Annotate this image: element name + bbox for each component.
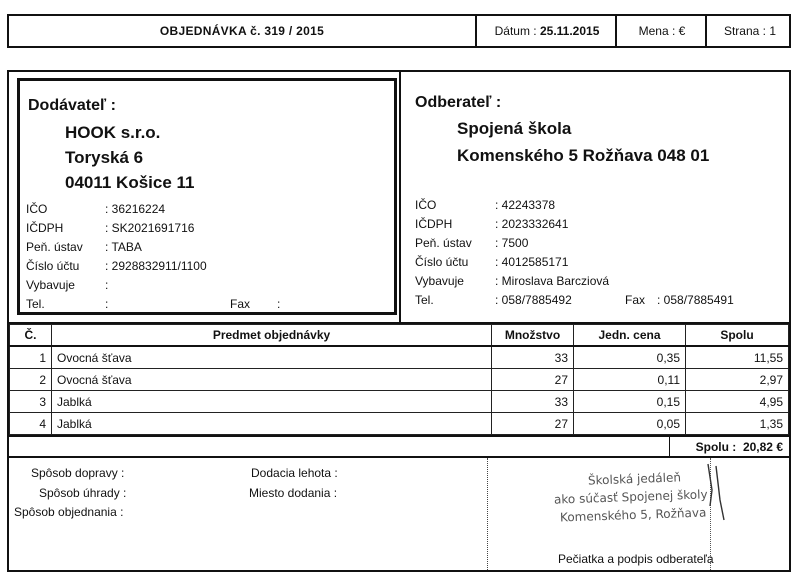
row-qty: 27	[492, 413, 574, 435]
row-price: 0,35	[574, 346, 686, 369]
transport-label: Spôsob dopravy :	[31, 466, 125, 480]
signature-mark	[702, 460, 732, 530]
col-price-header: Jedn. cena	[574, 325, 686, 347]
row-item: Jablká	[52, 391, 492, 413]
supplier-city: 04011 Košice 11	[65, 173, 195, 192]
row-qty: 33	[492, 391, 574, 413]
table-row	[10, 391, 789, 413]
page-label: Strana :	[723, 24, 766, 38]
signature-caption: Pečiatka a podpis odberateľa	[558, 552, 714, 566]
order-header	[7, 14, 791, 48]
total-label: Spolu :	[695, 439, 737, 454]
stamp-line: Komenského 5, Rožňava	[559, 505, 707, 525]
currency-cell	[615, 16, 707, 46]
customer-box	[401, 72, 791, 322]
customer-fax-label: Fax	[625, 293, 646, 307]
items-header-row	[10, 325, 789, 347]
row-qty: 33	[492, 346, 574, 369]
customer-ico-value: : 42243378	[495, 198, 556, 212]
date-cell	[475, 16, 617, 46]
customer-tel-value: : 058/7885492	[495, 293, 572, 307]
customer-address: Komenského 5 Rožňava 048 01	[457, 146, 710, 165]
supplier-fax-value: :	[277, 297, 281, 311]
customer-tel-label: Tel.	[415, 293, 434, 307]
supplier-ico-value: : 36216224	[105, 202, 166, 216]
total-value: 20,82 €	[742, 439, 783, 454]
row-total: 11,55	[686, 346, 789, 369]
date-label: Dátum :	[494, 24, 537, 38]
row-price: 0,15	[574, 391, 686, 413]
customer-account-label: Číslo účtu	[415, 255, 469, 269]
items-table-wrap	[7, 324, 791, 436]
supplier-fax-label: Fax	[230, 297, 251, 311]
row-total: 1,35	[686, 413, 789, 435]
customer-handler-label: Vybavuje	[415, 274, 464, 288]
supplier-heading: Dodávateľ :	[28, 97, 116, 114]
items-table	[9, 324, 789, 435]
customer-account-value: : 4012585171	[495, 255, 569, 269]
supplier-account-value: : 2928832911/1100	[105, 259, 207, 273]
row-number: 2	[10, 369, 52, 391]
supplier-icdph-label: IČDPH	[26, 221, 64, 235]
table-row	[10, 413, 789, 435]
row-number: 1	[10, 346, 52, 369]
total-box	[669, 437, 789, 456]
col-total-header: Spolu	[686, 325, 789, 347]
page-value: 1	[769, 24, 777, 38]
supplier-handler-label: Vybavuje	[26, 278, 75, 292]
customer-icdph-label: IČDPH	[415, 217, 453, 231]
customer-ico-label: IČO	[415, 198, 437, 212]
col-number-header: Č.	[10, 325, 52, 347]
row-price: 0,05	[574, 413, 686, 435]
row-item: Ovocná šťava	[52, 346, 492, 369]
date-value: 25.11.2015	[539, 24, 600, 38]
order-title: OBJEDNÁVKA č. 319 / 2015	[159, 24, 325, 38]
table-row	[10, 346, 789, 369]
payment-label: Spôsob úhrady :	[39, 486, 127, 500]
currency-label: Mena :	[638, 24, 676, 38]
delivery-place-label: Miesto dodania :	[249, 486, 338, 500]
supplier-tel-value: :	[105, 297, 109, 311]
row-number: 4	[10, 413, 52, 435]
stamp-area	[487, 458, 793, 570]
currency-value: €	[678, 24, 686, 38]
row-item: Jablká	[52, 413, 492, 435]
delivery-section	[7, 458, 791, 572]
table-row	[10, 369, 789, 391]
col-qty-header: Množstvo	[492, 325, 574, 347]
row-qty: 27	[492, 369, 574, 391]
supplier-box	[17, 78, 397, 315]
row-price: 0,11	[574, 369, 686, 391]
supplier-account-label: Číslo účtu	[26, 259, 80, 273]
customer-heading: Odberateľ :	[415, 94, 502, 111]
supplier-bank-value: : TABA	[105, 240, 142, 254]
supplier-street: Toryská 6	[65, 148, 144, 167]
stamp-line: Školská jedáleň	[587, 470, 682, 488]
total-row	[7, 436, 791, 458]
supplier-name: HOOK s.r.o.	[65, 123, 161, 142]
row-number: 3	[10, 391, 52, 413]
customer-handler-value: : Miroslava Barcziová	[495, 274, 610, 288]
ordering-label: Spôsob objednania :	[14, 505, 124, 519]
row-total: 4,95	[686, 391, 789, 413]
customer-name: Spojená škola	[457, 119, 572, 138]
supplier-tel-label: Tel.	[26, 297, 45, 311]
customer-bank-label: Peň. ústav	[415, 236, 472, 250]
customer-fax-value: : 058/7885491	[657, 293, 734, 307]
supplier-handler-value: :	[105, 278, 109, 292]
supplier-icdph-value: : SK2021691716	[105, 221, 195, 235]
customer-icdph-value: : 2023332641	[495, 217, 569, 231]
delivery-time-label: Dodacia lehota :	[251, 466, 338, 480]
parties-section	[7, 70, 791, 324]
col-item-header: Predmet objednávky	[52, 325, 492, 347]
supplier-bank-label: Peň. ústav	[26, 240, 83, 254]
page-cell	[705, 16, 793, 46]
row-total: 2,97	[686, 369, 789, 391]
stamp-line: ako súčasť Spojenej školy	[553, 487, 708, 507]
supplier-ico-label: IČO	[26, 202, 48, 216]
row-item: Ovocná šťava	[52, 369, 492, 391]
customer-bank-value: : 7500	[495, 236, 529, 250]
